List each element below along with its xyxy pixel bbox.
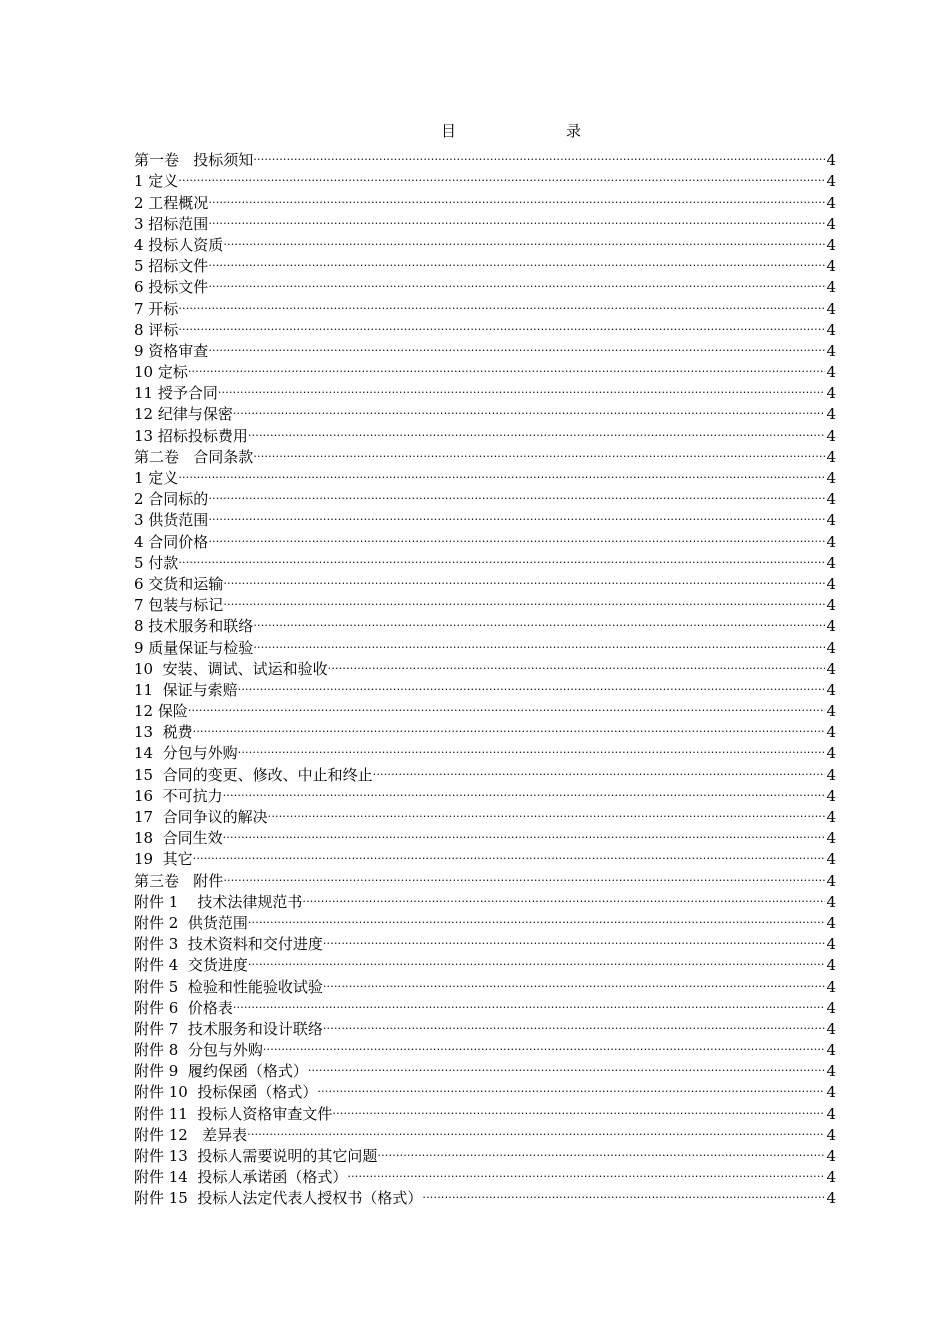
dot-leader [268,801,826,822]
dot-leader [233,992,826,1013]
toc-entry[interactable] [134,186,836,212]
dot-leader [178,292,825,313]
toc-entry-label: 2 工程概况 [134,193,209,212]
dot-leader [238,674,826,695]
toc-entry-page-number: 4 [826,765,836,784]
toc-entry-label: 10 安装、调试、试运和验收 [134,659,328,678]
toc-entry[interactable] [134,525,836,551]
toc-entry[interactable] [134,886,836,911]
toc-entry-page-number: 4 [826,151,836,170]
dot-leader [223,864,825,885]
toc-entry-page-number: 4 [826,935,836,954]
toc-entry-label: 12 纪律与保密 [134,405,233,424]
toc-entry-label: 8 评标 [134,320,179,339]
toc-entry-label: 5 付款 [134,553,179,572]
toc-entry-label: 附件 15 投标人法定代表人授权书（格式） [134,1189,423,1208]
toc-entry-label: 1 定义 [134,469,179,487]
toc-entry-label: 16 不可抗力 [134,786,223,805]
toc-entry-page-number: 4 [826,511,836,530]
toc-entry-page-number: 4 [826,193,836,212]
toc-entry-label: 13 招标投标费用 [134,426,248,445]
toc-entry-page-number: 4 [826,1019,836,1038]
toc-entry-page-number: 4 [826,956,836,975]
dot-leader [332,1097,825,1118]
toc-entry[interactable] [134,356,836,382]
toc-entry-page-number: 4 [826,829,836,848]
toc-entry-label: 附件 14 投标人承诺函（格式） [134,1168,348,1187]
toc-entry-label: 附件 2 供货范围 [134,913,248,932]
toc-entry-page-number: 4 [826,214,836,233]
dot-leader [208,483,825,504]
toc-entry-label: 第三卷 附件 [134,871,224,890]
dot-leader [188,695,826,716]
toc-entry[interactable] [134,398,836,424]
toc-entry-label: 3 供货范围 [134,511,209,530]
toc-entry-page-number: 4 [826,808,836,826]
dot-leader [238,737,826,758]
toc-entry-page-number: 4 [826,363,836,382]
dot-leader [178,165,825,186]
toc-entry-page-number: 4 [826,723,836,742]
toc-entry-label: 2 合同标的 [134,490,209,509]
dot-leader [308,1055,826,1076]
toc-entry[interactable] [134,419,836,445]
dot-leader [188,356,826,377]
toc-heading-char-2: 录 [566,122,582,140]
dot-leader [208,335,825,356]
dot-leader [208,525,825,546]
toc-entry-page-number: 4 [826,998,836,1017]
toc-entry[interactable] [134,1013,836,1038]
toc-entry-label: 7 包装与标记 [134,596,224,615]
toc-entry-page-number: 4 [826,1168,836,1187]
toc-entry-page-number: 4 [826,1041,836,1060]
dot-leader [248,419,826,440]
dot-leader [323,970,826,991]
toc-entry-label: 9 质量保证与检验 [134,638,254,657]
toc-entry-label: 附件 13 投标人需要说明的其它问题 [134,1147,378,1165]
toc-entry[interactable] [134,589,836,615]
toc-entry[interactable] [134,165,836,191]
dot-leader [253,441,825,462]
toc-entry[interactable] [134,292,836,318]
dot-leader [253,631,825,652]
toc-entry-label: 11 保证与索赔 [134,680,238,699]
toc-entry[interactable] [134,377,836,403]
toc-entry-label: 8 技术服务和联络 [134,617,254,636]
toc-entry-label: 14 分包与外购 [134,744,238,763]
dot-leader [247,1119,825,1140]
dot-leader [323,928,826,949]
toc-entry[interactable] [134,674,836,699]
toc-entry-page-number: 4 [826,405,836,424]
toc-entry[interactable] [134,610,836,636]
dot-leader [178,462,825,483]
toc-entry-page-number: 4 [826,913,836,932]
dot-leader [208,504,825,525]
table-of-contents [134,144,836,1208]
dot-leader [208,186,825,207]
toc-entry[interactable] [134,843,836,869]
toc-entry[interactable] [134,504,836,530]
dot-leader [193,716,826,737]
dot-leader [223,568,825,589]
dot-leader [377,1140,825,1161]
toc-entry-label: 附件 4 交货进度 [134,956,248,975]
toc-entry-label: 附件 8 分包与外购 [134,1041,263,1060]
toc-entry-page-number: 4 [826,1083,836,1102]
dot-leader [373,758,826,779]
toc-entry-page-number: 4 [826,299,836,318]
toc-entry[interactable] [134,801,836,826]
toc-entry-label: 6 投标文件 [134,278,209,297]
toc-entry[interactable] [134,864,836,890]
toc-entry-label: 第一卷 投标须知 [134,151,254,170]
dot-leader [317,1076,825,1097]
toc-entry-page-number: 4 [826,278,836,297]
toc-entry-page-number: 4 [826,871,836,890]
toc-entry[interactable] [134,250,836,276]
toc-entry-page-number: 4 [826,892,836,911]
toc-entry-label: 5 招标文件 [134,257,209,276]
toc-entry-page-number: 4 [826,659,836,678]
toc-entry-page-number: 4 [826,786,836,805]
toc-entry[interactable] [134,208,836,233]
toc-entry-label: 附件 9 履约保函（格式） [134,1062,308,1081]
toc-entry-label: 附件 12 差异表 [134,1125,248,1144]
toc-entry[interactable] [134,144,836,170]
dot-leader [208,208,825,229]
dot-leader [193,843,826,864]
toc-entry[interactable] [134,822,836,848]
toc-entry-page-number: 4 [826,1147,836,1165]
toc-entry-label: 附件 3 技术资料和交付进度 [134,935,323,954]
toc-entry-page-number: 4 [826,574,836,593]
dot-leader [178,547,825,568]
toc-entry[interactable] [134,462,836,487]
dot-leader [253,610,825,631]
toc-entry-label: 附件 11 投标人资格审查文件 [134,1104,333,1123]
toc-entry-page-number: 4 [826,553,836,572]
toc-entry-label: 4 投标人资质 [134,235,224,254]
dot-leader [263,1034,826,1055]
dot-leader [223,589,825,610]
toc-entry-page-number: 4 [826,977,836,996]
toc-entry[interactable] [134,483,836,509]
toc-entry-label: 1 定义 [134,172,179,191]
toc-entry-page-number: 4 [826,172,836,191]
toc-heading-char-1: 目 [441,122,457,140]
toc-heading [0,120,950,142]
toc-entry[interactable] [134,547,836,572]
toc-entry-page-number: 4 [826,617,836,636]
toc-entry-page-number: 4 [826,257,836,276]
dot-leader [208,271,825,292]
dot-leader [323,1013,826,1034]
toc-entry-page-number: 4 [826,680,836,699]
toc-entry-page-number: 4 [826,850,836,869]
toc-entry-label: 第二卷 合同条款 [134,447,254,466]
toc-entry-page-number: 4 [826,447,836,466]
toc-entry-label: 7 开标 [134,299,179,318]
toc-entry-page-number: 4 [826,341,836,360]
toc-entry-label: 附件 1 技术法律规范书 [134,892,303,911]
toc-entry[interactable] [134,758,836,784]
toc-entry-page-number: 4 [826,702,836,721]
dot-leader [248,907,826,928]
toc-entry-label: 11 授予合同 [134,384,218,403]
toc-entry-page-number: 4 [826,426,836,445]
toc-entry-label: 6 交货和运输 [134,574,224,593]
toc-entry-page-number: 4 [826,1125,836,1144]
dot-leader [302,886,825,907]
toc-entry-page-number: 4 [826,469,836,487]
dot-leader [223,780,826,801]
toc-entry-label: 19 其它 [134,850,193,869]
toc-entry[interactable] [134,737,836,763]
toc-entry-label: 附件 7 技术服务和设计联络 [134,1019,323,1038]
toc-entry-page-number: 4 [826,320,836,339]
toc-entry[interactable] [134,335,836,360]
toc-entry[interactable] [134,992,836,1017]
toc-entry-page-number: 4 [826,744,836,763]
toc-entry-label: 附件 10 投标保函（格式） [134,1083,318,1102]
toc-entry-page-number: 4 [826,638,836,657]
dot-leader [223,822,826,843]
toc-entry[interactable] [134,229,836,254]
dot-leader [422,1182,825,1203]
toc-entry-label: 9 资格审查 [134,341,209,360]
dot-leader [253,144,825,165]
toc-entry-label: 13 税费 [134,723,193,742]
toc-entry[interactable] [134,568,836,593]
toc-entry-label: 附件 5 检验和性能验收试验 [134,977,323,996]
dot-leader [218,377,826,398]
toc-entry-label: 12 保险 [134,702,188,721]
toc-entry-label: 17 合同争议的解决 [134,808,268,826]
toc-entry-page-number: 4 [826,1104,836,1123]
dot-leader [208,250,825,271]
toc-entry-page-number: 4 [826,490,836,509]
toc-entry-page-number: 4 [826,532,836,551]
toc-entry-label: 18 合同生效 [134,829,223,848]
toc-entry-page-number: 4 [826,596,836,615]
toc-entry-label: 3 招标范围 [134,214,209,233]
toc-entry-page-number: 4 [826,1189,836,1208]
dot-leader [248,949,826,970]
toc-entry[interactable] [134,716,836,742]
toc-entry-label: 4 合同价格 [134,532,209,551]
dot-leader [347,1161,825,1182]
toc-entry-label: 附件 6 价格表 [134,998,233,1017]
dot-leader [233,398,826,419]
dot-leader [223,229,825,250]
toc-entry-page-number: 4 [826,384,836,403]
toc-entry[interactable] [134,314,836,339]
toc-entry-label: 15 合同的变更、修改、中止和终止 [134,765,373,784]
toc-entry-page-number: 4 [826,1062,836,1081]
toc-entry-label: 10 定标 [134,363,188,382]
toc-entry[interactable] [134,695,836,721]
dot-leader [178,314,825,335]
toc-entry[interactable] [134,271,836,297]
toc-entry[interactable] [134,780,836,805]
toc-entry-page-number: 4 [826,235,836,254]
dot-leader [328,653,826,674]
